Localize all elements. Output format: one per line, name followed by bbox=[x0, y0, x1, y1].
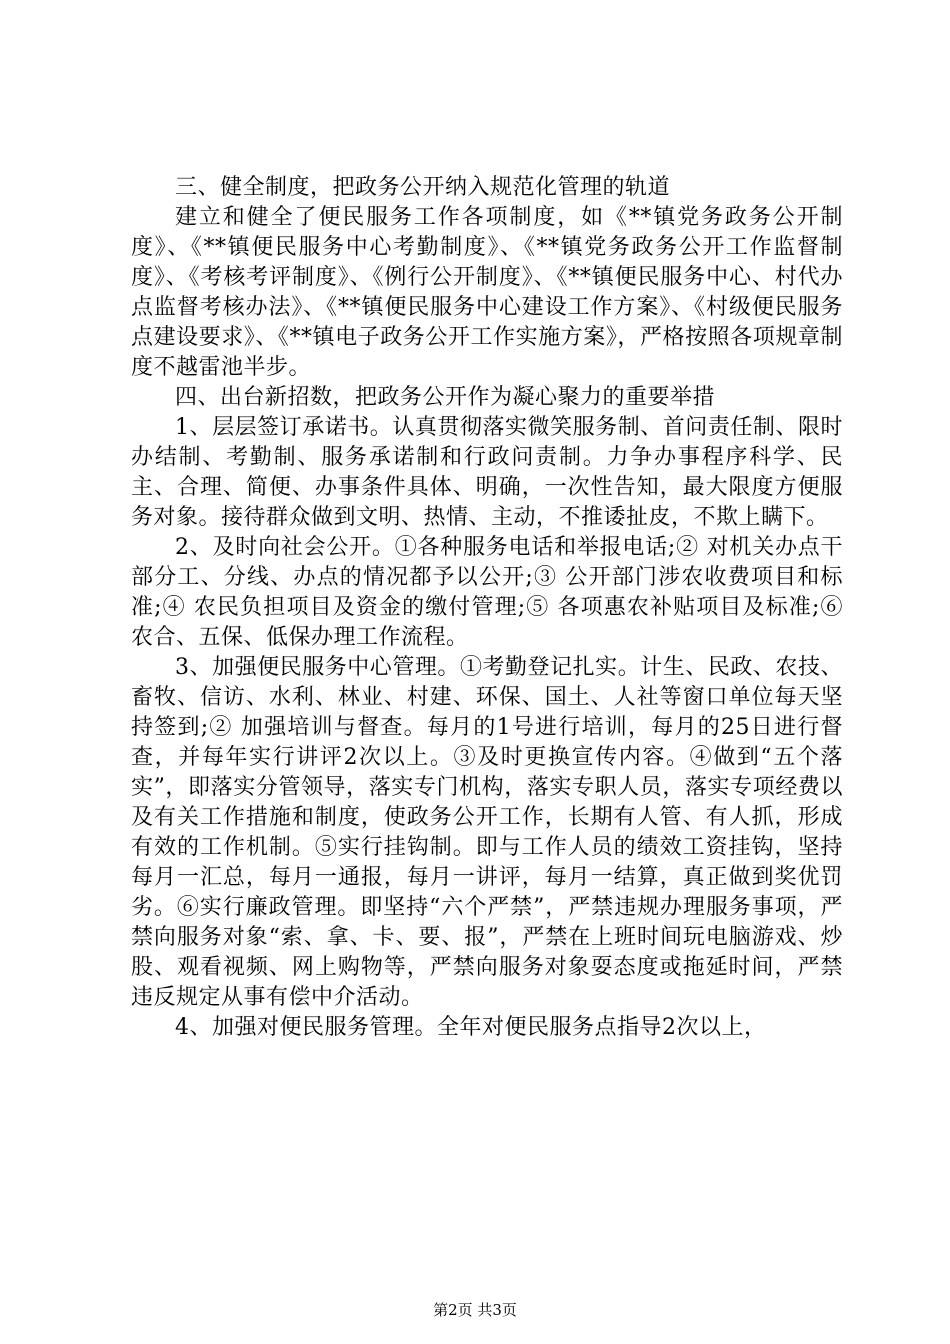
section-heading-3: 三、健全制度，把政务公开纳入规范化管理的轨道 bbox=[175, 175, 671, 200]
paragraph-item-4: 4、加强对便民服务管理。全年对便民服务点指导2次以上， bbox=[175, 1015, 767, 1040]
paragraph-item-1: 1、层层签订承诺书。认真贯彻落实微笑服务制、首问责任制、限时办结制、考勤制、服务承诺制和行政问责制。力争办事程序科学、民主、合理、简便、办事条件具体、明确，一次性告知，最大限度方便服务对象。接待群众做到文明、热情、主动，不推诿扯皮，不欺上瞒下。 bbox=[131, 415, 843, 530]
page-number-footer: 第2页 共3页 bbox=[433, 1301, 517, 1319]
paragraph-item-2: 2、及时向社会公开。①各种服务电话和举报电话;② 对机关办点干部分工、分线、办点的情况都予以公开;③ 公开部门涉农收费项目和标准;④ 农民负担项目及资金的缴付管理;⑤ 各项惠农补贴项目及标准;⑥ 农合、五保、低保办理工作流程。 bbox=[131, 535, 843, 650]
section-heading-4: 四、出台新招数，把政务公开作为凝心聚力的重要举措 bbox=[175, 385, 716, 410]
paragraph-regulations: 建立和健全了便民服务工作各项制度，如《**镇党务政务公开制度》、《**镇便民服务中心考勤制度》、《**镇党务政务公开工作监督制度》、《考核考评制度》、《例行公开制度》、《**镇便民服务中心、村代办点监督考核办法》、《**镇便民服务中心建设工作方案》、《村级便民服务点建设要求》、《**镇电子政务公开工作实施方案》，严格按照各项规章制度不越雷池半步。 bbox=[131, 205, 843, 380]
paragraph-item-3: 3、加强便民服务中心管理。①考勤登记扎实。计生、民政、农技、畜牧、信访、水利、林业、村建、环保、国土、人社等窗口单位每天坚持签到;② 加强培训与督查。每月的1号进行培训，每月的25日进行督查，并每年实行讲评2次以上。③及时更换宣传内容。④做到“五个落实”，即落实分管领导，落实专门机构，落实专职人员，落实专项经费以及有关工作措施和制度，使政务公开工作，长期有人管、有人抓，形成有效的工作机制。⑤实行挂钩制。即与工作人员的绩效工资挂钩，坚持每月一汇总，每月一通报，每月一讲评，每月一结算，真正做到奖优罚劣。⑥实行廉政管理。即坚持“六个严禁”，严禁违规办理服务事项，严禁向服务对象“索、拿、卡、要、报”，严禁在上班时间玩电脑游戏、炒股、观看视频、网上购物等，严禁向服务对象耍态度或拖延时间，严禁违反规定从事有偿中介活动。 bbox=[131, 655, 843, 1010]
document-body bbox=[131, 173, 843, 1043]
